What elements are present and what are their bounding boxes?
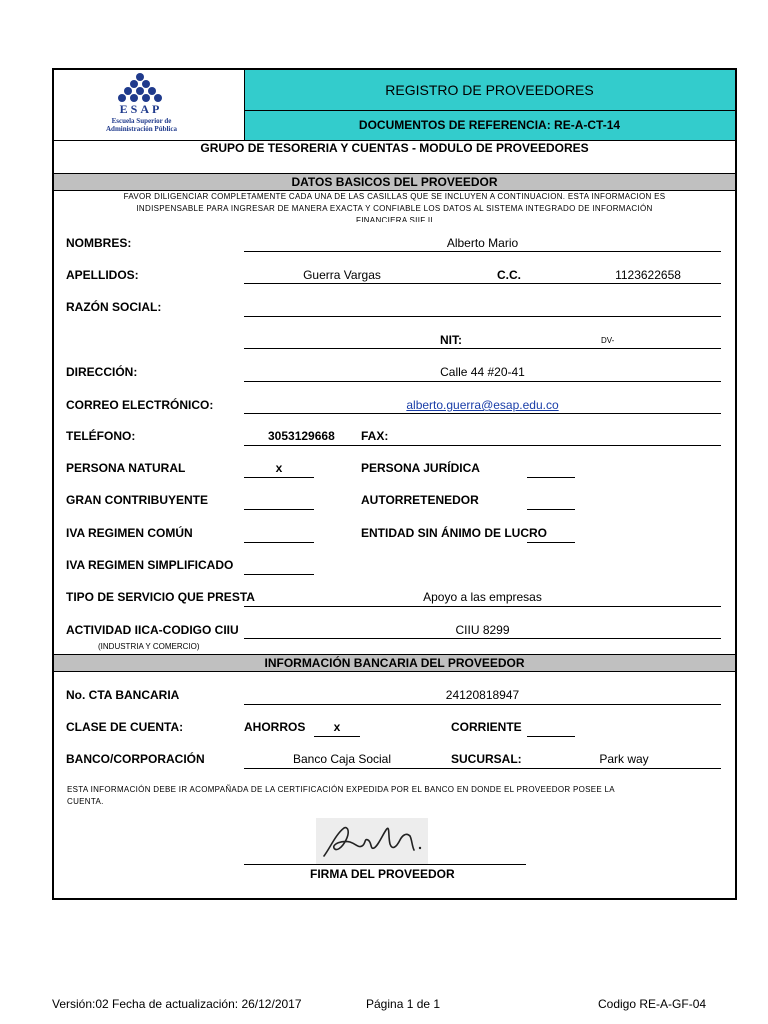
- instructions-line1: FAVOR DILIGENCIAR COMPLETAMENTE CADA UNA DE LAS CASILLAS QUE SE INCLUYEN A CONTINUACION. ESTA INFORMACION ES: [123, 192, 666, 201]
- instructions-line3: FINANCIERA SIIF II: [356, 216, 433, 222]
- signature-line[interactable]: [244, 864, 526, 865]
- direccion-field[interactable]: Calle 44 #20-41: [440, 365, 525, 379]
- sucursal-label: SUCURSAL:: [451, 752, 522, 766]
- reference-cell: [244, 111, 735, 140]
- persona-natural-label: PERSONA NATURAL: [66, 461, 186, 475]
- persona-juridica-check[interactable]: [527, 477, 575, 478]
- nombres-field[interactable]: Alberto Mario: [446, 236, 519, 250]
- cc-label: C.C.: [497, 268, 521, 282]
- autorretenedor-label: AUTORRETENEDOR: [361, 493, 479, 507]
- section-basic-title: DATOS BASICOS DEL PROVEEDOR: [291, 175, 498, 189]
- iva-simplificado-label: IVA REGIMEN SIMPLIFICADO: [66, 558, 234, 572]
- form-title: REGISTRO DE PROVEEDORES: [385, 82, 594, 98]
- dv-label: DV-: [601, 336, 615, 345]
- telefono-label: TELÉFONO:: [66, 429, 136, 443]
- nit-label: NIT:: [440, 333, 462, 347]
- cta-field[interactable]: 24120818947: [445, 688, 520, 702]
- iva-comun-check[interactable]: [244, 542, 314, 543]
- banco-field[interactable]: Banco Caja Social: [292, 752, 392, 766]
- apellidos-field[interactable]: Guerra Vargas: [303, 268, 381, 282]
- razon-social-field[interactable]: [244, 316, 721, 317]
- footer-version: Versión:02 Fecha de actualización: 26/12/2017: [52, 997, 302, 1011]
- persona-juridica-label: PERSONA JURÍDICA: [361, 461, 480, 475]
- clase-cuenta-label: CLASE DE CUENTA:: [66, 720, 184, 734]
- nit-field[interactable]: [244, 348, 721, 349]
- autorretenedor-check[interactable]: [527, 509, 575, 510]
- actividad-label: ACTIVIDAD IICA-CODIGO CIIU: [66, 623, 239, 637]
- org-name-line2: Administración Pública: [106, 125, 177, 133]
- sucursal-field[interactable]: Park way: [599, 752, 649, 766]
- actividad-note: (INDUSTRIA Y COMERCIO): [98, 642, 200, 651]
- esap-logo: [54, 70, 244, 140]
- razon-social-label: RAZÓN SOCIAL:: [66, 300, 162, 314]
- telefono-field[interactable]: 3053129668: [268, 429, 335, 443]
- entidad-label: ENTIDAD SIN ÁNIMO DE LUCRO: [361, 526, 547, 540]
- persona-natural-check[interactable]: x: [275, 461, 283, 475]
- instructions-line3-clip: [54, 216, 735, 222]
- firma-label: FIRMA DEL PROVEEDOR: [310, 867, 455, 881]
- instructions-line2: INDISPENSABLE PARA INGRESAR DE MANERA EXACTA Y CONFIABLE LOS DATOS AL SISTEMA INTEGRADO DE INFORMACIÓN: [136, 204, 653, 213]
- footer-code: Codigo RE-A-GF-04: [598, 997, 707, 1011]
- direccion-label: DIRECCIÓN:: [66, 365, 138, 379]
- ahorros-check[interactable]: x: [333, 720, 341, 734]
- banco-label: BANCO/CORPORACIÓN: [66, 752, 205, 766]
- footer-page: Página 1 de 1: [366, 997, 441, 1011]
- cta-label: No. CTA BANCARIA: [66, 688, 180, 702]
- org-name-line1: Escuela Superior de: [111, 117, 172, 125]
- corriente-check[interactable]: [527, 736, 575, 737]
- gran-contribuyente-check[interactable]: [244, 509, 314, 510]
- actividad-field[interactable]: CIIU 8299: [455, 623, 510, 637]
- entidad-check[interactable]: [527, 542, 575, 543]
- correo-cell: [244, 398, 721, 412]
- section-bank-header: [54, 654, 735, 672]
- ahorros-label: AHORROS: [244, 720, 306, 734]
- group-title: GRUPO DE TESORERIA Y CUENTAS - MODULO DE PROVEEDORES: [200, 141, 589, 155]
- fax-field[interactable]: [244, 445, 721, 446]
- tipo-servicio-label: TIPO DE SERVICIO QUE PRESTA: [66, 590, 255, 604]
- cc-field[interactable]: 1123622658: [615, 268, 681, 282]
- nombres-label: NOMBRES:: [66, 236, 132, 250]
- iva-simplificado-check[interactable]: [244, 574, 314, 575]
- bank-note-line1: ESTA INFORMACIÓN DEBE IR ACOMPAÑADA DE LA CERTIFICACIÓN EXPEDIDA POR EL BANCO EN DONDE EL PROVEEDOR POSEE LA: [67, 785, 615, 794]
- title-cell: [244, 70, 735, 110]
- apellidos-label: APELLIDOS:: [66, 268, 139, 282]
- section-bank-title: INFORMACIÓN BANCARIA DEL PROVEEDOR: [264, 656, 525, 670]
- bank-note-line2: CUENTA.: [67, 797, 104, 806]
- signature-image: [316, 818, 428, 864]
- tipo-servicio-field[interactable]: Apoyo a las empresas: [423, 590, 542, 604]
- corriente-label: CORRIENTE: [451, 720, 522, 734]
- fax-label: FAX:: [361, 429, 389, 443]
- correo-link[interactable]: alberto.guerra@esap.edu.co: [406, 398, 559, 412]
- reference-text: DOCUMENTOS DE REFERENCIA: RE-A-CT-14: [358, 118, 621, 132]
- section-basic-header: [54, 173, 735, 191]
- iva-comun-label: IVA REGIMEN COMÚN: [66, 526, 193, 540]
- signature-icon: [316, 818, 428, 864]
- gran-contribuyente-label: GRAN CONTRIBUYENTE: [66, 493, 209, 507]
- correo-label: CORREO ELECTRÓNICO:: [66, 398, 214, 412]
- logo-text: ESAP: [119, 102, 163, 116]
